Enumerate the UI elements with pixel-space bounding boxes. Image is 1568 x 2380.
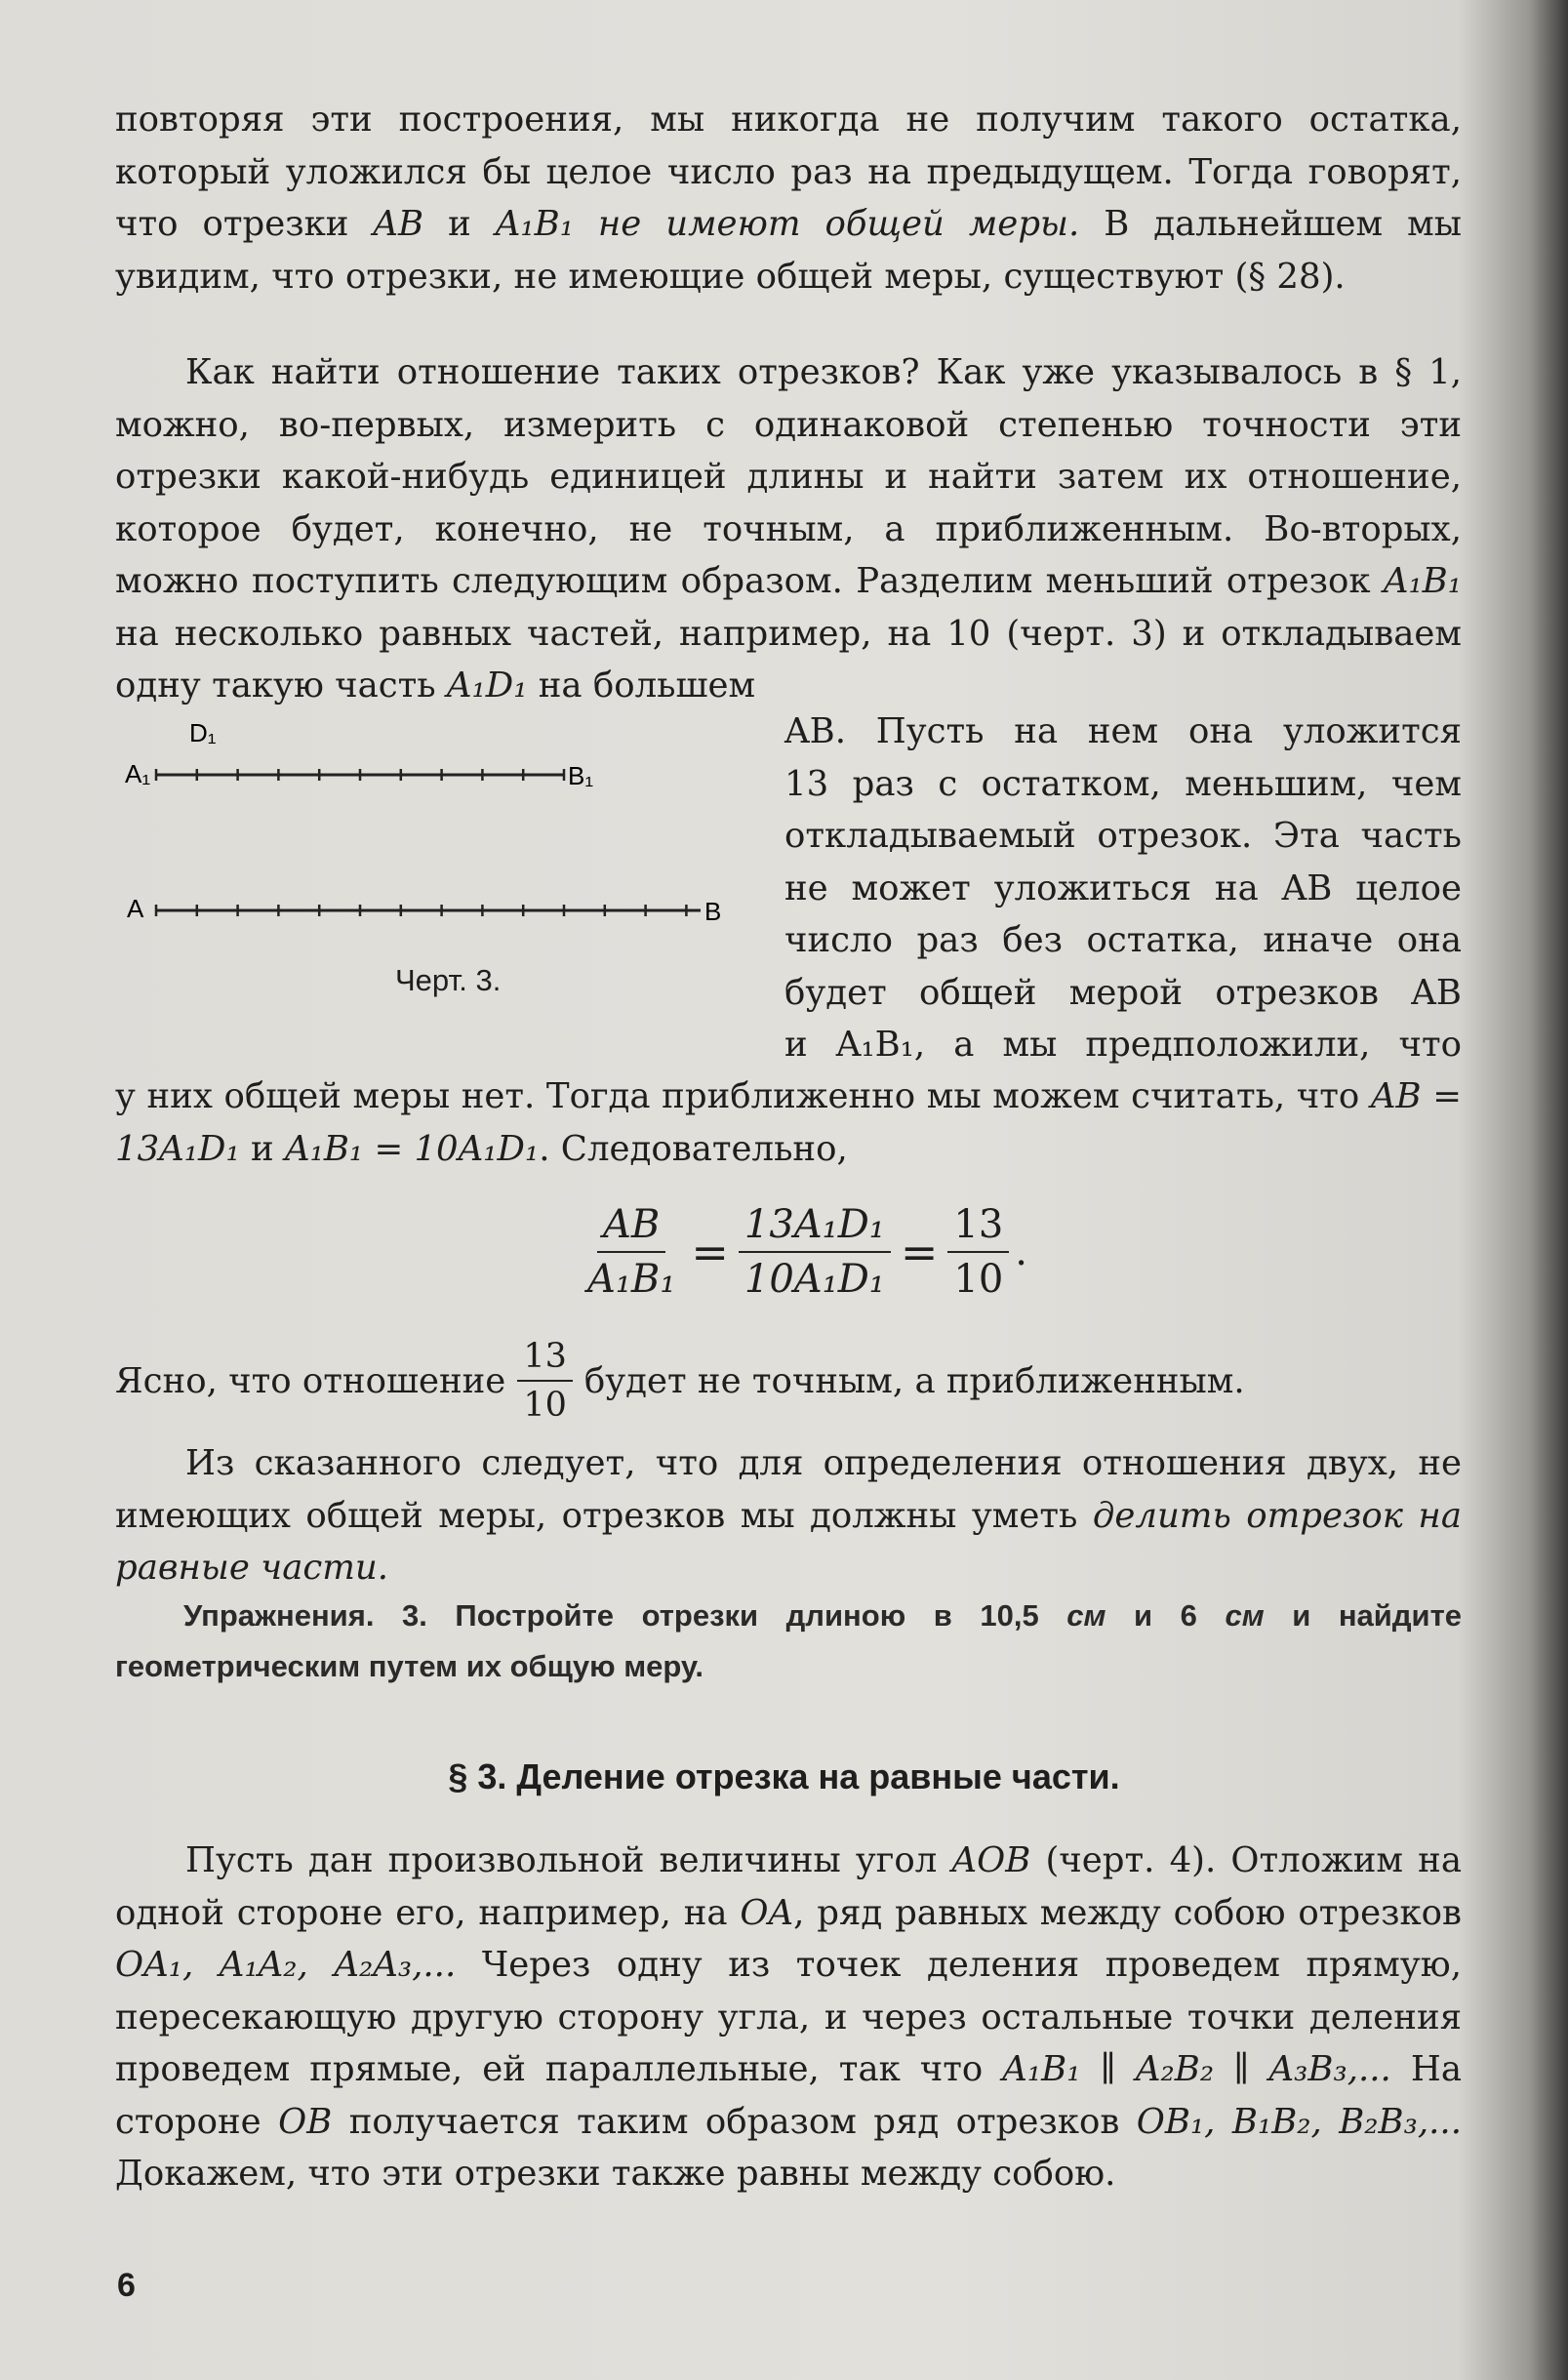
p4-text-6: получается таким образом ряд отрезков <box>332 2101 1137 2142</box>
equals-sign-1: = <box>691 1226 729 1278</box>
p2-a1b1: A₁B₁ <box>1383 561 1462 601</box>
paragraph-2 <box>115 346 1462 712</box>
wrap-line-3: откладываемый отрезок. Эта часть <box>784 816 1462 856</box>
p2-tail-eq2: A₁B₁ = 10A₁D₁ <box>284 1128 540 1169</box>
paragraph-3 <box>115 1437 1462 1594</box>
ratio-post: будет не точным, а приближенным. <box>583 1360 1245 1401</box>
fraction-3-num: 13 <box>947 1202 1009 1253</box>
fraction-1-den: A₁B₁ <box>587 1257 676 1302</box>
p3-emphasis: делить отрезок на равные части. <box>115 1495 1462 1588</box>
exercise-label: Упражнения. 3. <box>183 1598 427 1633</box>
p1-text: повторяя эти построения, мы никогда не получим такого остатка, который уложился бы целое число раз на предыдущем. Тогда говорят, что отрезки <box>115 100 1462 244</box>
p4-text-4: Через одну из точек деления проведем прямую, пересекающую другую сторону угла, и через остальные точки деления проведем прямые, ей параллельные, так что <box>115 1945 1462 2089</box>
section-heading: § 3. Деление отрезка на равные части. <box>448 1756 1120 1796</box>
ratio-pre: Ясно, что отношение <box>115 1360 506 1401</box>
figure-caption: Черт. 3. <box>395 963 502 997</box>
label-b: B <box>704 897 722 926</box>
equals-sign-2: = <box>900 1226 939 1278</box>
p1-and: и <box>423 204 496 244</box>
fraction-13-10 <box>947 1202 1009 1302</box>
p2-text-3: на большем <box>527 666 756 706</box>
p1-text-2: В дальнейшем мы увидим, что отрезки, не имеющие общей меры, существуют (§ 28). <box>115 204 1462 297</box>
fraction-13a1d1-10a1d1 <box>739 1202 891 1302</box>
p2-tail-and: и <box>239 1128 285 1169</box>
p1-emphasis: не имеют общей меры. <box>573 204 1080 244</box>
label-a: A <box>127 894 144 923</box>
label-b1: B₁ <box>568 761 594 790</box>
inline-fraction-den: 10 <box>523 1386 567 1425</box>
paragraph-4 <box>115 1835 1462 2200</box>
wrap-line-2: 13 раз с остатком, меньшим, чем <box>784 764 1462 804</box>
p2-text: Как найти отношение таких отрезков? Как уже указывалось в § 1, можно, во-первых, измерить с одинаковой степенью точности эти отрезки какой-нибудь единицей длины и найти затем их отношение, которое будет, конечно, не точным, а приближенным. Во-вторых, можно поступить следующим образом. Разделим меньший отрезок <box>115 352 1462 601</box>
figure-3-drawing <box>115 722 759 956</box>
exercise-3 <box>115 1591 1462 1692</box>
fraction-1-num: AB <box>597 1202 665 1253</box>
paragraph-2-tail <box>115 1070 1462 1175</box>
label-a1: A₁ <box>125 759 151 788</box>
wrap-line-4: не может уложиться на AB целое <box>784 868 1462 908</box>
fraction-2-num: 13A₁D₁ <box>739 1202 891 1253</box>
p2-tail-end: . Следовательно, <box>539 1128 848 1169</box>
p2-a1d1: A₁D₁ <box>446 666 528 706</box>
p1-a1b1: A₁B₁ <box>495 204 574 244</box>
p2-text-2: на несколько равных частей, например, на 10 (черт. 3) и откладываем одну такую часть <box>115 613 1462 706</box>
ratio-sentence <box>115 1337 1245 1425</box>
p1-ab: AB <box>373 204 424 244</box>
exercise-and: и 6 <box>1106 1598 1226 1633</box>
p4-oa: OA <box>740 1892 794 1933</box>
fraction-ab-a1b1 <box>582 1202 681 1302</box>
p4-segments-2: OB₁, B₁B₂, B₂B₃,... <box>1136 2101 1462 2142</box>
exercise-unit-2: см <box>1225 1598 1265 1633</box>
p4-ob: OB <box>278 2101 333 2142</box>
page-number: 6 <box>117 2267 136 2304</box>
p3-text: Из сказанного следует, что для определения отношения двух, не имеющих общей меры, отрезков мы должны уметь <box>115 1443 1462 1536</box>
fraction-13-10-inline <box>517 1337 573 1425</box>
p4-aob: AOB <box>951 1840 1031 1880</box>
wrap-line-5: число раз без остатка, иначе она <box>784 920 1462 960</box>
p2-tail-text: у них общей меры нет. Тогда приближенно мы можем считать, что <box>115 1076 1371 1116</box>
exercise-text-2: и найдите геометрическим путем их общую меру. <box>115 1598 1463 1683</box>
exercise-text: Постройте отрезки длиною в 10,5 <box>426 1598 1067 1633</box>
p4-parallels: A₁B₁ ∥ A₂B₂ ∥ A₃B₃,... <box>1002 2049 1391 2089</box>
p4-text-5: На стороне <box>115 2049 1462 2142</box>
wrap-line-1: AB. Пусть на нем она уложится <box>784 711 1462 751</box>
p2-tail-eq1: AB = 13A₁D₁ <box>115 1076 1462 1169</box>
p4-text-1: Пусть дан произвольной величины угол <box>185 1840 952 1880</box>
p4-text-3: , ряд равных между собою отрезков <box>793 1892 1462 1933</box>
exercise-unit-1: см <box>1066 1598 1106 1633</box>
fraction-3-den: 10 <box>953 1257 1004 1302</box>
label-d1: D₁ <box>189 722 217 747</box>
ratio-formula <box>576 1198 1027 1306</box>
p4-text-7: Докажем, что эти отрезки также равны между собою. <box>115 2154 1116 2194</box>
inline-fraction-num: 13 <box>517 1337 573 1382</box>
fraction-2-den: 10A₁D₁ <box>744 1257 885 1302</box>
formula-period: . <box>1015 1230 1028 1274</box>
wrap-line-6: будет общей мерой отрезков AB <box>784 973 1462 1013</box>
wrap-line-7: и A₁B₁, а мы предположили, что <box>784 1025 1462 1065</box>
paragraph-1 <box>115 94 1462 303</box>
p4-segments: OA₁, A₁A₂, A₂A₃,... <box>115 1945 457 1985</box>
p4-text-2: (черт. 4). Отложим на одной стороне его, например, на <box>115 1840 1462 1933</box>
